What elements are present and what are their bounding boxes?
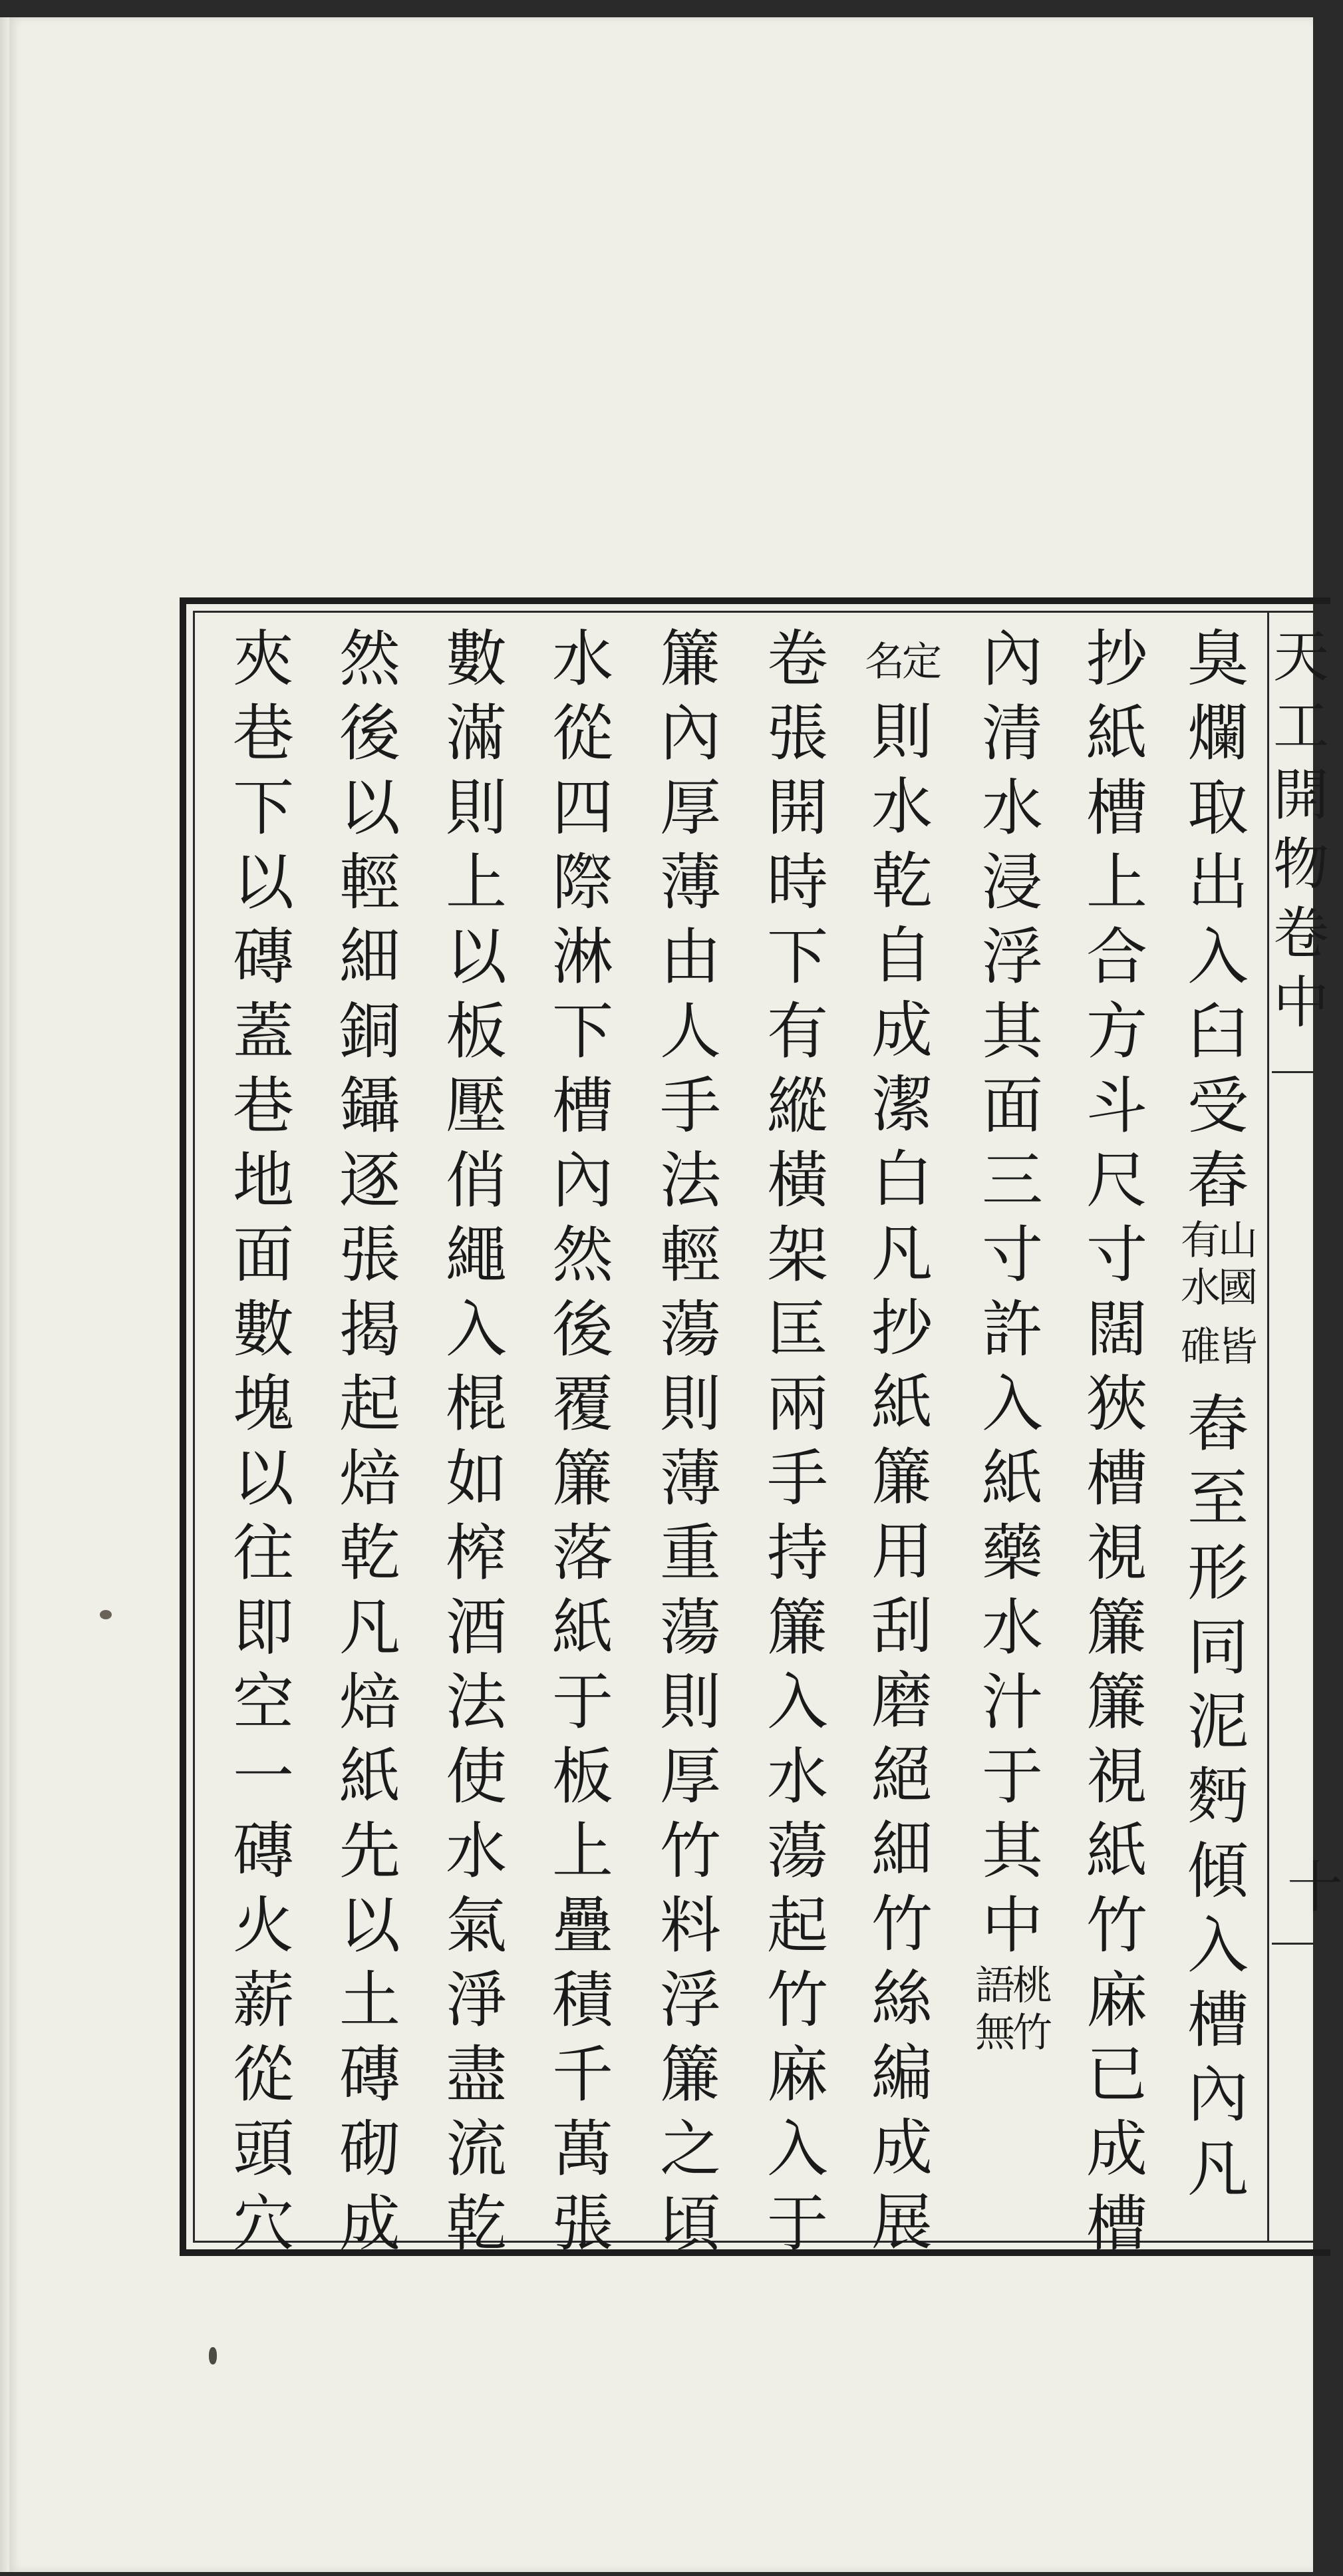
text-column-3: 內清水浸浮其面三寸許入紙藥水汁于其中 (981, 623, 1043, 1961)
annotation-column-1 (1181, 1217, 1258, 1317)
text-column-1-tail: 舂至形同泥麪傾入槽內凡 (1187, 1388, 1249, 2205)
paper-stain (209, 2347, 217, 2364)
banxin-divider (1272, 1071, 1330, 1073)
annotation-4a: 定 (902, 639, 942, 685)
text-column-10: 夾巷下以磚蓋巷地面數塊以往即空一磚火薪從頭穴 (232, 623, 294, 2259)
annotation-3b: 語無 (975, 1963, 1015, 2056)
text-column-1: 臭爛取出入臼受舂 (1187, 623, 1249, 1216)
text-column-9: 然後以輕細銅鑷逐張揭起焙乾凡焙紙先以土磚砌成 (339, 623, 400, 2259)
banxin-border (1267, 613, 1269, 2241)
binding-edge (0, 17, 9, 2572)
annotation-1c: 皆 (1218, 1324, 1258, 1370)
annotation-3a: 桃竹 (1012, 1963, 1052, 2056)
paper-stain (100, 1610, 112, 1619)
annotation-column-3 (975, 1963, 1050, 2242)
text-column-5: 卷張開時下有縱橫架匡兩手持簾入水蕩起竹麻入于 (766, 623, 828, 2259)
folio-divider (1272, 1943, 1330, 1945)
folio-number: 十 (1287, 1855, 1343, 1920)
annotation-1d: 碓 (1181, 1324, 1221, 1370)
text-column-8: 數滿則上以板壓俏繩入棍如榨酒法使水氣淨盡流乾 (445, 623, 507, 2259)
annotation-1b: 有水 (1181, 1217, 1221, 1311)
text-column-4: 則水乾自成潔白凡抄紙簾用刮磨絕細竹絲編成展 (871, 697, 933, 2258)
annotation-4b: 名 (865, 639, 905, 685)
text-column-7: 水從四際淋下槽內然後覆簾落紙于板上疊積千萬張 (551, 623, 613, 2259)
annotation-column-1-end (1181, 1324, 1258, 1377)
text-column-2: 抄紙槽上合方斗尺寸闊狹槽視簾簾視紙竹麻已成槽 (1086, 623, 1147, 2259)
text-column-6: 簾內厚薄由人手法輕蕩則薄重蕩則厚竹料浮簾之頃 (659, 623, 721, 2259)
banxin-title: 天工開物卷中 (1272, 624, 1329, 1035)
annotation-1a: 山國 (1218, 1217, 1258, 1311)
